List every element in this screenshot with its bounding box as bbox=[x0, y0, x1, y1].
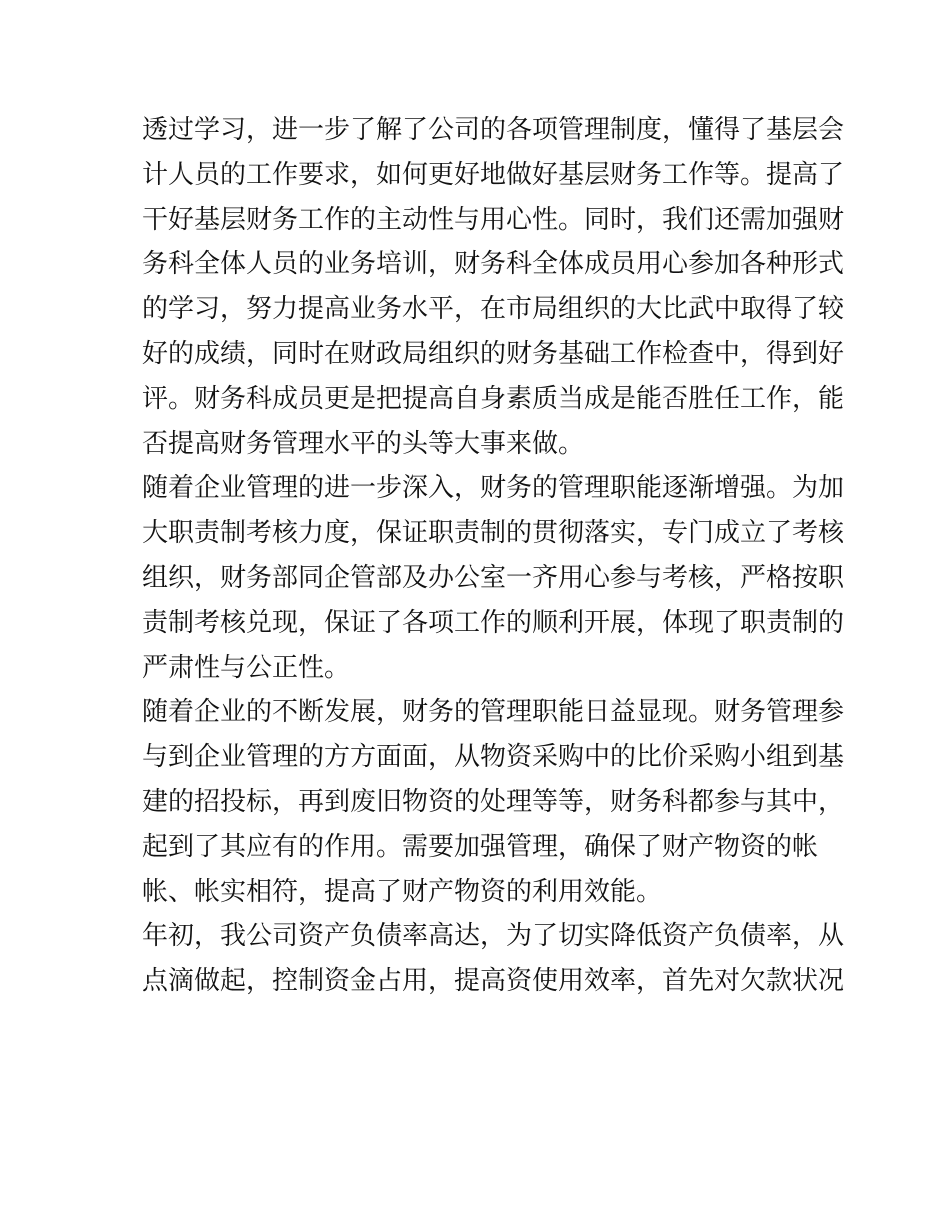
text-line: 的学习，努力提高业务水平，在市局组织的大比武中取得了较 bbox=[142, 294, 845, 325]
paragraph bbox=[142, 108, 845, 466]
text-line: 计人员的工作要求，如何更好地做好基层财务工作等。提高了 bbox=[142, 159, 845, 190]
text-line: 帐、帐实相符，提高了财产物资的利用效能。 bbox=[142, 876, 663, 907]
document-body bbox=[142, 108, 845, 1004]
text-line: 干好基层财务工作的主动性与用心性。同时，我们还需加强财 bbox=[142, 204, 845, 235]
text-line: 否提高财务管理水平的头等大事来做。 bbox=[142, 428, 585, 459]
text-line: 与到企业管理的方方面面，从物资采购中的比价采购小组到基 bbox=[142, 742, 845, 773]
text-line: 随着企业的不断发展，财务的管理职能日益显现。财务管理参 bbox=[142, 697, 845, 728]
paragraph bbox=[142, 690, 845, 914]
text-line: 年初，我公司资产负债率高达，为了切实降低资产负债率，从 bbox=[142, 921, 845, 952]
text-line: 评。财务科成员更是把提高自身素质当成是能否胜任工作，能 bbox=[142, 383, 845, 414]
text-line: 点滴做起，控制资金占用，提高资使用效率，首先对欠款状况 bbox=[142, 966, 845, 997]
text-line: 建的招投标，再到废旧物资的处理等等，财务科都参与其中， bbox=[142, 786, 845, 817]
text-line: 责制考核兑现，保证了各项工作的顺利开展，体现了职责制的 bbox=[142, 607, 845, 638]
text-line: 严肃性与公正性。 bbox=[142, 652, 351, 683]
text-line: 务科全体人员的业务培训，财务科全体成员用心参加各种形式 bbox=[142, 249, 845, 280]
text-line: 起到了其应有的作用。需要加强管理，确保了财产物资的帐 bbox=[142, 831, 819, 862]
paragraph bbox=[142, 914, 845, 1004]
text-line: 组织，财务部同企管部及办公室一齐用心参与考核，严格按职 bbox=[142, 562, 845, 593]
paragraph bbox=[142, 466, 845, 690]
text-line: 好的成绩，同时在财政局组织的财务基础工作检查中，得到好 bbox=[142, 338, 845, 369]
text-line: 透过学习，进一步了解了公司的各项管理制度，懂得了基层会 bbox=[142, 115, 845, 145]
text-line: 大职责制考核力度，保证职责制的贯彻落实，专门成立了考核 bbox=[142, 518, 845, 549]
text-line: 随着企业管理的进一步深入，财务的管理职能逐渐增强。为加 bbox=[142, 473, 845, 504]
